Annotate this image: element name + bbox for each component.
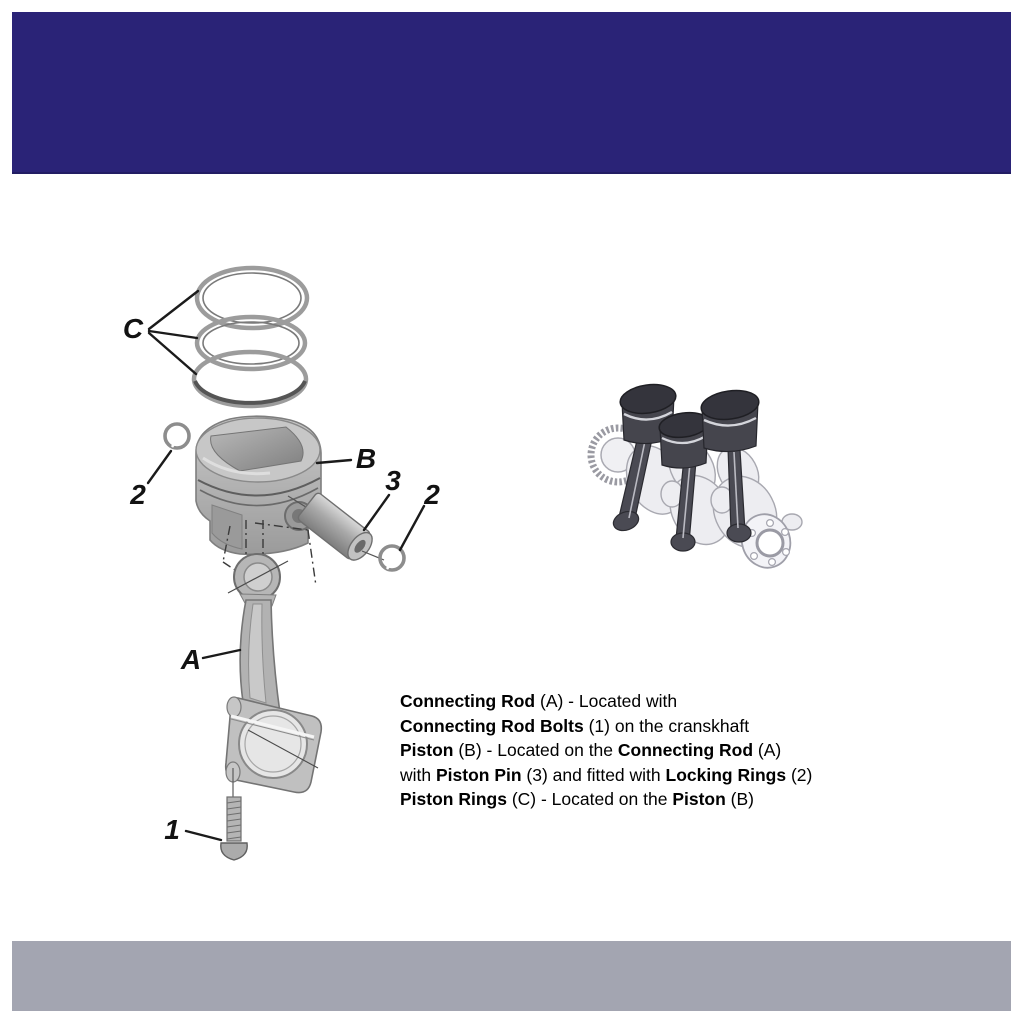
piston-label: B [355, 443, 377, 474]
description-text: Locking Rings [665, 764, 787, 785]
label-locking-ring-right [400, 479, 440, 550]
description-line [400, 763, 900, 788]
connecting-rod-illustration [226, 554, 322, 793]
description-text: with [400, 764, 436, 785]
description-text: Connecting Rod [400, 691, 536, 711]
description-text: Connecting Rod [617, 740, 754, 760]
label-piston [317, 443, 376, 474]
piston-illustration [196, 416, 321, 554]
label-piston-pin [364, 465, 401, 530]
description-text: (B) [725, 789, 755, 809]
description-line [400, 738, 900, 763]
rod-bolt-label: 1 [164, 814, 180, 845]
description-text: Connecting Rod Bolts [400, 715, 584, 736]
locking-ring-left-illustration [165, 424, 189, 448]
description-text: (C) - Located on the [506, 789, 673, 809]
locking-ring-left-label: 2 [130, 479, 146, 510]
description-text: (3) and fitted with [521, 764, 666, 785]
piston-rings-label: C [122, 313, 144, 344]
description-text: Piston Rings [400, 789, 507, 809]
label-locking-ring-left [129, 451, 171, 510]
locking-ring-right-label: 2 [424, 479, 440, 510]
parts-description [400, 689, 900, 812]
description-line [400, 787, 900, 812]
description-text: Piston [400, 740, 454, 760]
description-text: (B) - Located on the [453, 740, 618, 760]
label-piston-rings [123, 291, 198, 374]
connecting-rod-label: A [180, 644, 202, 675]
label-connecting-rod [180, 644, 240, 675]
description-line [400, 689, 900, 714]
description-text: (A) [753, 740, 782, 760]
description-line [400, 714, 900, 739]
label-rod-bolt [164, 814, 221, 845]
description-text: Piston [672, 789, 726, 809]
description-text: (1) on the cranskhaft [583, 715, 750, 736]
crankshaft-assembly-illustration [591, 381, 802, 574]
piston-rings-illustration [194, 268, 307, 406]
description-text: (A) - Located with [535, 691, 678, 711]
description-text: Piston Pin [435, 764, 522, 785]
piston-pin-label: 3 [385, 465, 401, 496]
description-text: (2) [786, 764, 813, 785]
